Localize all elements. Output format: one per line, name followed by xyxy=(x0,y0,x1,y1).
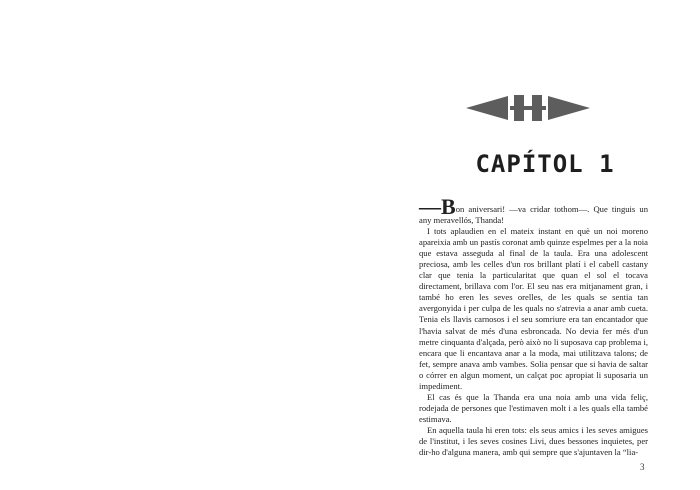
page-number: 3 xyxy=(640,462,645,472)
paragraph-3: El cas és que la Thanda era una noia amb una vida feliç, rodejada de persones que l'estimaven molt i a les quals ella també estimava. xyxy=(419,391,648,424)
dropcap: —B xyxy=(419,194,456,219)
chapter-body xyxy=(419,194,648,458)
paragraph-1 xyxy=(419,194,648,226)
chapter-ornament-icon xyxy=(466,93,590,123)
chapter-title: CAPÍTOL 1 xyxy=(475,150,615,178)
paragraph-1-text: on aniversari! —va cridar tothom—. Que tinguis un any meravellós, Thanda! xyxy=(419,204,648,226)
paragraph-2: I tots aplaudien en el mateix instant en què un noi moreno apareixia amb un pastís coronat amb quinze espelmes per a la noia que estava asseguda al final de la taula. Era una adolescent preciosa, amb les celles d'un ros brillant platí i el cabell castany clar que tenia la particularitat que quan el sol el tocava directament, brillava com l'or. El seu nas era mitjanament gran, i també ho eren les seves orelles, de les quals se sentia tan avergonyida i per culpa de les quals no s'atrevia a anar amb cueta. Tenia els llavis carnosos i el seu somriure era tan encantador que l'havia salvat de més d'una esbroncada. No devia fer més d'un metre cinquanta d'alçada, però això no li suposava cap problema i, encara que li encantava anar a la moda, mai utilitzava talons; de fet, sempre anava amb vambes. Solia pensar que si havia de saltar o córrer en algun moment, un calçat poc apropiat li suposaria un impediment. xyxy=(419,226,648,391)
paragraph-4: En aquella taula hi eren tots: els seus amics i les seves amigues de l'institut, i les seves cosines Livi, dues bessones inquietes, per dir-ho d'alguna manera, amb qui sempre que s'ajuntaven la “lia- xyxy=(419,424,648,458)
